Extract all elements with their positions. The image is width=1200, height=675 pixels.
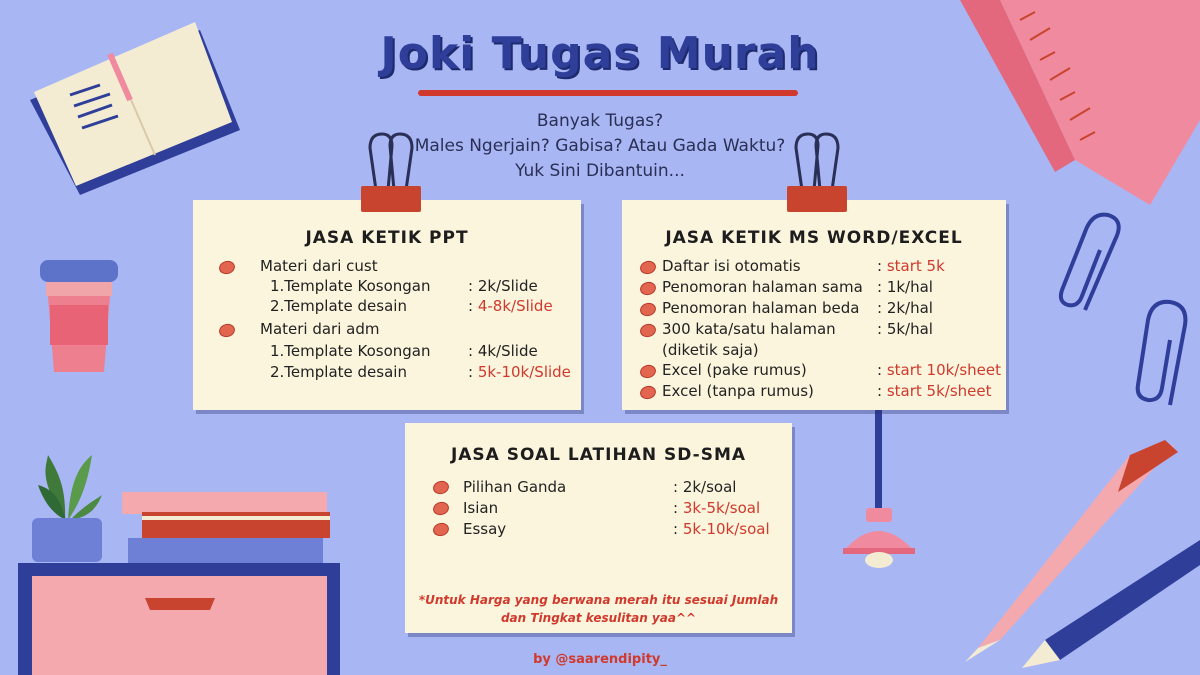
lamp-icon [843, 410, 915, 568]
subtitle-line-1: Banyak Tugas? [536, 111, 664, 131]
colon: : [673, 520, 683, 538]
price-value: 1k/hal [886, 278, 933, 296]
bullet-dot-icon [639, 384, 658, 401]
coffee-cup-icon [40, 260, 118, 372]
price-value: 2k/soal [682, 478, 737, 496]
colon: : [673, 499, 683, 517]
price-value: 5k/hal [886, 320, 933, 338]
word-item-5-price [877, 361, 1001, 379]
word-item-3-price [877, 299, 933, 317]
subtitle-line-2: Males Ngerjain? Gabisa? Atau Gada Waktu? [414, 136, 786, 156]
colon: : [877, 320, 887, 338]
word-item-4-price [877, 320, 933, 338]
bullet-dot-icon [639, 363, 658, 380]
author-credit: by @saarendipity_ [533, 652, 667, 667]
price-value: start 5k/sheet [886, 382, 992, 400]
colon: : [877, 382, 887, 400]
bullet-dot-icon [218, 259, 237, 276]
bullet-dot-icon [432, 521, 451, 538]
soal-item-3-price [673, 520, 770, 538]
colon: : [877, 278, 887, 296]
ppt-g2-price-1: : 4k/Slide [468, 342, 538, 360]
title-underline [418, 90, 798, 96]
word-item-6-label: Excel (tanpa rumus) [662, 382, 814, 400]
soal-card-title: JASA SOAL LATIHAN SD-SMA [450, 445, 747, 465]
ppt-group-1-label: Materi dari cust [260, 257, 378, 275]
price-note-line-2: dan Tingkat kesulitan yaa^^ [500, 611, 697, 625]
price-value: start 5k [886, 257, 945, 275]
colon: : [673, 478, 683, 496]
ppt-g1-item-2: 2.Template desain [270, 297, 407, 315]
bullet-dot-icon [432, 500, 451, 517]
word-item-1-label: Daftar isi otomatis [662, 257, 801, 275]
price-note-line-1: *Untuk Harga yang berwana merah itu sesuai Jumlah [418, 593, 779, 607]
soal-card [405, 423, 792, 633]
soal-item-2-price [673, 499, 760, 517]
word-item-3-label: Penomoran halaman beda [662, 299, 860, 317]
bullet-dot-icon [639, 259, 658, 276]
binder-clip-icon [356, 128, 426, 218]
ppt-g2-price-2 [468, 363, 571, 381]
subtitle-line-3: Yuk Sini Dibantuin... [515, 161, 685, 181]
soal-item-3-label: Essay [463, 520, 507, 538]
price-value: 2k/hal [886, 299, 933, 317]
word-item-2-label: Penomoran halaman sama [662, 278, 863, 296]
ppt-g2-item-2: 2.Template desain [270, 363, 407, 381]
page-title: Joki Tugas Murah [380, 28, 820, 79]
ppt-card [193, 200, 581, 410]
colon: : [468, 363, 478, 381]
price-value: start 10k/sheet [886, 361, 1002, 379]
ppt-group-2-label: Materi dari adm [260, 320, 380, 338]
ppt-g1-price-2 [468, 297, 553, 315]
word-item-4-label: 300 kata/satu halaman [662, 320, 836, 338]
word-item-5-label: Excel (pake rumus) [662, 361, 807, 379]
ppt-g2-item-1: 1.Template Kosongan [270, 342, 431, 360]
ppt-g1-price-1: : 2k/Slide [468, 277, 538, 295]
bullet-dot-icon [639, 301, 658, 318]
word-card-title: JASA KETIK MS WORD/EXCEL [665, 228, 963, 248]
ppt-g2-price-2-value: 5k-10k/Slide [477, 363, 571, 381]
bullet-dot-icon [432, 479, 451, 496]
ppt-g1-price-2-value: 4-8k/Slide [477, 297, 553, 315]
soal-item-1-label: Pilihan Ganda [463, 478, 567, 496]
word-item-4-extra: (diketik saja) [662, 341, 759, 359]
word-item-2-price [877, 278, 933, 296]
bullet-dot-icon [218, 322, 237, 339]
plant-icon [32, 455, 102, 562]
price-value: 5k-10k/soal [682, 520, 770, 538]
ppt-card-title: JASA KETIK PPT [305, 228, 469, 248]
paperclip-icon [1061, 215, 1186, 405]
colon: : [468, 297, 478, 315]
colon: : [877, 361, 887, 379]
colon: : [877, 257, 887, 275]
soal-item-1-price [673, 478, 736, 496]
bullet-dot-icon [639, 322, 658, 339]
books-stack-icon [122, 492, 330, 566]
soal-item-2-label: Isian [463, 499, 499, 517]
bullet-dot-icon [639, 280, 658, 297]
colon: : [877, 299, 887, 317]
word-item-1-price [877, 257, 945, 275]
binder-clip-icon [782, 128, 852, 218]
price-value: 3k-5k/soal [682, 499, 761, 517]
word-excel-card [622, 200, 1006, 410]
word-item-6-price [877, 382, 991, 400]
ppt-g1-item-1: 1.Template Kosongan [270, 277, 431, 295]
